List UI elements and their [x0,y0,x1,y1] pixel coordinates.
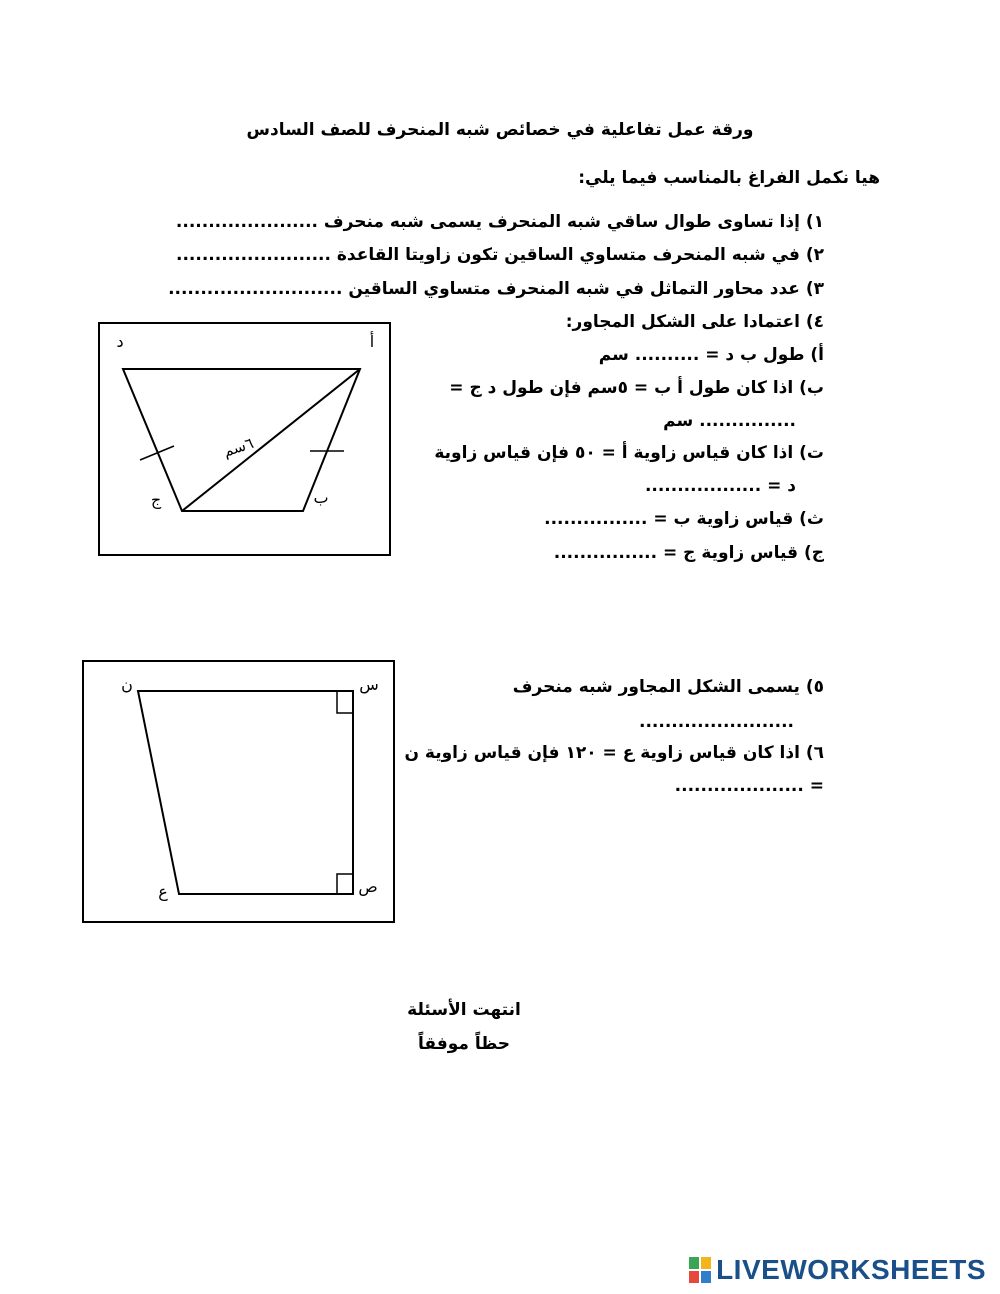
vertex-label-b: ب [313,488,329,507]
question-1: ١) إذا تساوى طوال ساقي شبه المنحرف يسمى شبه منحرف ...................... [175,212,824,232]
diagonal-line [182,369,360,511]
question-4b-line2: ............... سم [663,411,796,431]
question-4a: أ) طول ب د = .......... سم [598,345,824,365]
ending-line-2: حظاً موفقاً [417,1034,511,1054]
worksheet-title: ورقة عمل تفاعلية في خصائص شبه المنحرف للصف السادس [246,120,754,140]
right-trapezoid-shape [138,691,353,894]
figure-2-frame [83,661,394,922]
question-4t-line1: ت) اذا كان قياس زاوية أ = ٥٠ فإن قياس زاوية [434,443,824,463]
question-3: ٣) عدد محاور التماثل في شبه المنحرف متساوي الساقين ........................... [168,279,824,299]
trapezoid-figure-1 [98,322,392,557]
vertex-label-j: ج [150,490,162,509]
question-4th: ث) قياس زاوية ب = ................ [544,509,824,529]
vertex-label-sad: ص [358,877,378,896]
question-2: ٢) في شبه المنحرف متساوي الساقين تكون زاويتا القاعدة ........................ [175,245,824,265]
vertex-label-s: س [359,675,379,694]
vertex-label-a: أ [369,332,375,351]
right-angle-mark-bottom [337,874,353,894]
vertex-label-d: د [116,332,124,351]
question-4j: ج) قياس زاوية ج = ................ [553,543,824,563]
question-4t-line2: د = .................. [644,476,796,496]
question-4b-line1: ب) اذا كان طول أ ب = ٥سم فإن طول د ج = [449,378,824,398]
diagonal-length-label: ٦سم [221,433,256,461]
question-6-line2: = .................... [674,776,824,796]
equal-tick-left [140,446,174,460]
vertex-label-n: ن [121,675,133,694]
trapezoid-figure-2 [82,660,396,924]
vertex-label-ain: ع [158,882,168,901]
ending-line-1: انتهت الأسئلة [407,1000,521,1020]
liveworksheets-logo [688,1253,986,1287]
question-5-line2: ........................ [639,712,794,732]
question-6-line1: ٦) اذا كان قياس زاوية ع = ١٢٠ فإن قياس زاوية ن [404,743,824,763]
liveworksheets-badge-icon [688,1256,712,1284]
question-5-line1: ٥) يسمى الشكل المجاور شبه منحرف [512,677,824,697]
brand-name: LIVEWORKSHEETS [716,1254,986,1285]
instruction-text: هيا نكمل الفراغ بالمناسب فيما يلي: [578,168,880,188]
right-angle-mark-top [337,691,353,713]
question-4: ٤) اعتمادا على الشكل المجاور: [565,312,824,332]
